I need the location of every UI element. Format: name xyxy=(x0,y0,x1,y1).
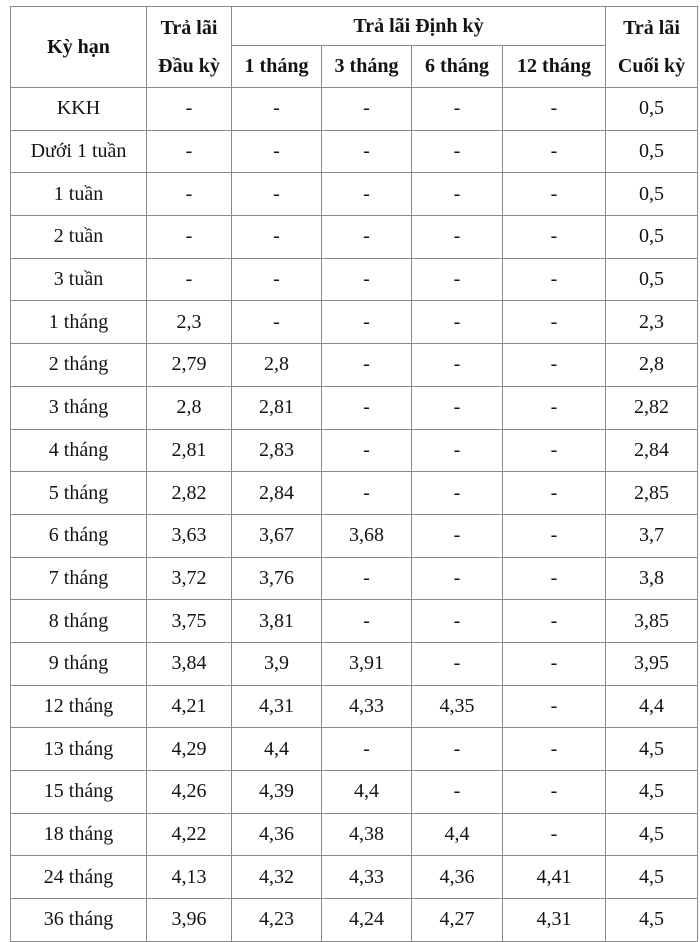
rate-cell: 2,8 xyxy=(606,344,698,387)
rate-cell: 0,5 xyxy=(606,88,698,131)
rate-cell: - xyxy=(322,728,412,771)
term-cell: 2 tuần xyxy=(11,216,147,259)
table-row xyxy=(11,728,698,771)
rate-cell: - xyxy=(232,173,322,216)
rate-cell: 4,38 xyxy=(322,813,412,856)
table-row xyxy=(11,899,698,942)
table-row xyxy=(11,258,698,301)
term-cell: 9 tháng xyxy=(11,642,147,685)
table-row xyxy=(11,88,698,131)
rate-cell: - xyxy=(412,258,503,301)
rate-cell: - xyxy=(322,344,412,387)
term-cell: Dưới 1 tuần xyxy=(11,130,147,173)
rate-cell: 3,81 xyxy=(232,600,322,643)
rate-cell: 4,36 xyxy=(412,856,503,899)
rate-cell: - xyxy=(503,472,606,515)
rate-cell: 3,91 xyxy=(322,642,412,685)
header-end-period-line1: Trả lãi xyxy=(623,17,680,39)
rate-cell: 2,84 xyxy=(232,472,322,515)
table-row xyxy=(11,301,698,344)
table-row xyxy=(11,771,698,814)
header-subcol-3-thang: 3 tháng xyxy=(322,46,412,88)
rate-cell: - xyxy=(412,386,503,429)
rate-cell: 3,84 xyxy=(147,642,232,685)
rate-cell: - xyxy=(503,344,606,387)
rate-cell: - xyxy=(503,258,606,301)
rate-cell: 4,5 xyxy=(606,771,698,814)
rate-cell: - xyxy=(147,216,232,259)
rate-table-body xyxy=(11,88,698,942)
table-row xyxy=(11,429,698,472)
rate-cell: - xyxy=(232,130,322,173)
rate-cell: - xyxy=(503,557,606,600)
rate-cell: - xyxy=(147,173,232,216)
rate-cell: 3,72 xyxy=(147,557,232,600)
rate-cell: - xyxy=(232,258,322,301)
rate-cell: - xyxy=(412,88,503,131)
rate-cell: - xyxy=(412,216,503,259)
rate-cell: - xyxy=(412,600,503,643)
rate-cell: 3,7 xyxy=(606,514,698,557)
rate-cell: 4,24 xyxy=(322,899,412,942)
rate-cell: 2,3 xyxy=(147,301,232,344)
table-row xyxy=(11,173,698,216)
rate-cell: 3,8 xyxy=(606,557,698,600)
rate-cell: - xyxy=(322,216,412,259)
rate-cell: 4,39 xyxy=(232,771,322,814)
rate-cell: - xyxy=(503,642,606,685)
rate-cell: 3,96 xyxy=(147,899,232,942)
rate-cell: - xyxy=(232,216,322,259)
rate-cell: - xyxy=(412,429,503,472)
term-cell: 1 tháng xyxy=(11,301,147,344)
rate-cell: - xyxy=(503,386,606,429)
term-cell: 2 tháng xyxy=(11,344,147,387)
rate-cell: 4,13 xyxy=(147,856,232,899)
rate-cell: 2,8 xyxy=(147,386,232,429)
rate-cell: 4,33 xyxy=(322,856,412,899)
rate-cell: 2,3 xyxy=(606,301,698,344)
header-row-group xyxy=(11,7,698,46)
rate-cell: - xyxy=(503,514,606,557)
rate-cell: - xyxy=(412,771,503,814)
rate-cell: 2,82 xyxy=(147,472,232,515)
term-cell: 4 tháng xyxy=(11,429,147,472)
rate-cell: 2,83 xyxy=(232,429,322,472)
rate-cell: - xyxy=(412,557,503,600)
term-cell: 5 tháng xyxy=(11,472,147,515)
rate-cell: 3,67 xyxy=(232,514,322,557)
rate-cell: 4,22 xyxy=(147,813,232,856)
header-subcol-1-thang: 1 tháng xyxy=(232,46,322,88)
rate-cell: 4,5 xyxy=(606,899,698,942)
term-cell: 13 tháng xyxy=(11,728,147,771)
rate-cell: - xyxy=(322,472,412,515)
rate-cell: 4,35 xyxy=(412,685,503,728)
rate-cell: 2,81 xyxy=(147,429,232,472)
rate-cell: - xyxy=(232,301,322,344)
rate-cell: - xyxy=(322,386,412,429)
rate-cell: - xyxy=(412,301,503,344)
rate-cell: - xyxy=(503,301,606,344)
term-cell: 12 tháng xyxy=(11,685,147,728)
term-cell: 36 tháng xyxy=(11,899,147,942)
table-row xyxy=(11,514,698,557)
rate-cell: - xyxy=(322,88,412,131)
rate-cell: 4,36 xyxy=(232,813,322,856)
rate-cell: - xyxy=(503,173,606,216)
rate-cell: - xyxy=(322,173,412,216)
rate-cell: 3,68 xyxy=(322,514,412,557)
table-row xyxy=(11,813,698,856)
table-row xyxy=(11,557,698,600)
table-row xyxy=(11,130,698,173)
rate-cell: 4,4 xyxy=(412,813,503,856)
rate-cell: - xyxy=(503,771,606,814)
interest-rate-table xyxy=(10,6,698,942)
rate-cell: - xyxy=(503,600,606,643)
rate-cell: - xyxy=(322,301,412,344)
header-begin-period xyxy=(147,7,232,88)
rate-cell: - xyxy=(147,130,232,173)
rate-cell: 4,33 xyxy=(322,685,412,728)
header-begin-period-line1: Trả lãi xyxy=(160,17,218,39)
table-row xyxy=(11,685,698,728)
rate-cell: 4,5 xyxy=(606,728,698,771)
table-row xyxy=(11,386,698,429)
rate-cell: - xyxy=(232,88,322,131)
rate-cell: - xyxy=(503,88,606,131)
rate-cell: 3,76 xyxy=(232,557,322,600)
rate-cell: 4,4 xyxy=(232,728,322,771)
rate-cell: 2,84 xyxy=(606,429,698,472)
term-cell: 6 tháng xyxy=(11,514,147,557)
rate-cell: 4,29 xyxy=(147,728,232,771)
rate-cell: - xyxy=(503,728,606,771)
term-cell: 8 tháng xyxy=(11,600,147,643)
term-cell: 3 tuần xyxy=(11,258,147,301)
rate-cell: 4,31 xyxy=(232,685,322,728)
rate-cell: - xyxy=(412,728,503,771)
rate-cell: - xyxy=(412,642,503,685)
rate-cell: 3,9 xyxy=(232,642,322,685)
header-periodic-group: Trả lãi Định kỳ xyxy=(232,7,606,46)
rate-cell: 4,5 xyxy=(606,813,698,856)
header-subcol-6-thang: 6 tháng xyxy=(412,46,503,88)
rate-cell: 4,31 xyxy=(503,899,606,942)
rate-cell: - xyxy=(147,258,232,301)
rate-cell: - xyxy=(412,173,503,216)
rate-cell: - xyxy=(322,429,412,472)
rate-cell: - xyxy=(412,344,503,387)
header-begin-period-line2: Đầu kỳ xyxy=(158,55,220,77)
term-cell: 18 tháng xyxy=(11,813,147,856)
rate-table-header xyxy=(11,7,698,88)
rate-cell: - xyxy=(322,130,412,173)
rate-cell: - xyxy=(503,130,606,173)
rate-cell: - xyxy=(322,600,412,643)
header-term: Kỳ hạn xyxy=(11,7,147,88)
rate-cell: 0,5 xyxy=(606,258,698,301)
rate-cell: 3,85 xyxy=(606,600,698,643)
rate-cell: 2,85 xyxy=(606,472,698,515)
term-cell: 7 tháng xyxy=(11,557,147,600)
header-end-period-line2: Cuối kỳ xyxy=(617,55,686,77)
rate-cell: - xyxy=(503,685,606,728)
rate-cell: 4,4 xyxy=(606,685,698,728)
rate-cell: 4,32 xyxy=(232,856,322,899)
rate-cell: 3,95 xyxy=(606,642,698,685)
term-cell: 1 tuần xyxy=(11,173,147,216)
rate-cell: 4,5 xyxy=(606,856,698,899)
term-cell: 3 tháng xyxy=(11,386,147,429)
rate-cell: 4,41 xyxy=(503,856,606,899)
table-row xyxy=(11,856,698,899)
table-row xyxy=(11,472,698,515)
rate-cell: - xyxy=(147,88,232,131)
rate-cell: 4,21 xyxy=(147,685,232,728)
rate-cell: - xyxy=(503,216,606,259)
term-cell: 15 tháng xyxy=(11,771,147,814)
rate-cell: - xyxy=(322,258,412,301)
term-cell: KKH xyxy=(11,88,147,131)
rate-cell: - xyxy=(503,429,606,472)
rate-cell: 2,81 xyxy=(232,386,322,429)
rate-cell: - xyxy=(412,514,503,557)
table-row xyxy=(11,600,698,643)
rate-cell: 4,26 xyxy=(147,771,232,814)
header-end-period xyxy=(606,7,698,88)
rate-cell: 0,5 xyxy=(606,173,698,216)
header-subcol-12-thang: 12 tháng xyxy=(503,46,606,88)
rate-cell: - xyxy=(412,472,503,515)
rate-cell: - xyxy=(412,130,503,173)
rate-cell: 3,63 xyxy=(147,514,232,557)
rate-cell: - xyxy=(322,557,412,600)
table-row xyxy=(11,344,698,387)
rate-cell: - xyxy=(503,813,606,856)
rate-cell: 4,23 xyxy=(232,899,322,942)
rate-cell: 0,5 xyxy=(606,216,698,259)
rate-cell: 2,82 xyxy=(606,386,698,429)
rate-cell: 4,4 xyxy=(322,771,412,814)
rate-cell: 0,5 xyxy=(606,130,698,173)
rate-cell: 3,75 xyxy=(147,600,232,643)
table-row xyxy=(11,642,698,685)
table-row xyxy=(11,216,698,259)
term-cell: 24 tháng xyxy=(11,856,147,899)
rate-cell: 2,79 xyxy=(147,344,232,387)
rate-cell: 4,27 xyxy=(412,899,503,942)
rate-cell: 2,8 xyxy=(232,344,322,387)
